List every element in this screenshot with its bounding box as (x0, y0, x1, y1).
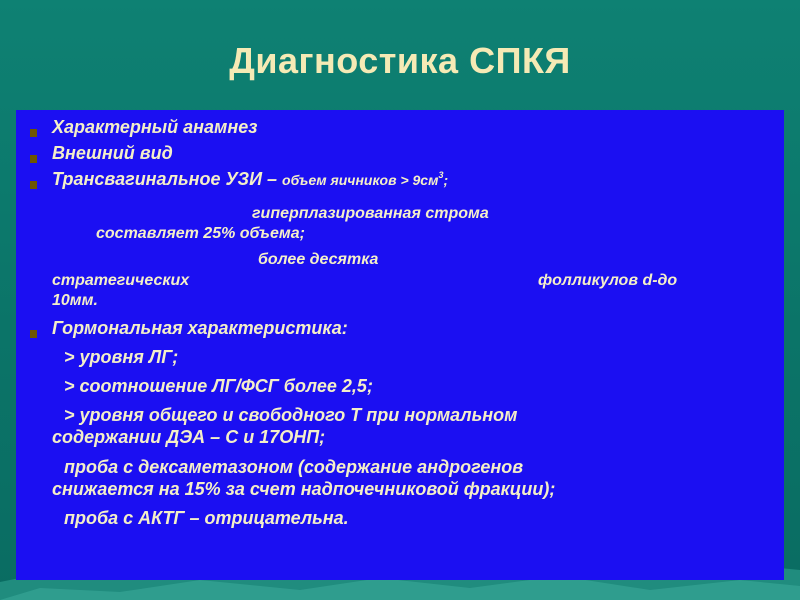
hormonal-sub-5: проба с АКТГ – отрицательна. (64, 508, 349, 528)
content-body (16, 110, 784, 580)
follicles-line-2b: фолликулов d-до (538, 272, 678, 289)
bullet-icon (30, 181, 37, 189)
item-ultrasound-main: Трансвагинальное УЗИ – (52, 169, 278, 189)
item-ultrasound-end: ; (443, 172, 449, 188)
item-appearance: Внешний вид (52, 143, 173, 163)
stroma-line-1: гиперплазированная строма (252, 205, 489, 222)
follicles-line-3: 10мм. (52, 292, 98, 309)
slide-title: Диагностика СПКЯ (229, 40, 571, 81)
bullet-icon (30, 129, 37, 137)
follicles-line-2a: стратегических (52, 272, 190, 289)
item-hormonal: Гормональная характеристика: (52, 318, 348, 338)
hormonal-sub-1: > уровня ЛГ; (64, 347, 179, 367)
item-anamnesis: Характерный анамнез (52, 117, 258, 137)
hormonal-sub-4a: проба с дексаметазоном (содержание андрогенов (64, 457, 524, 477)
follicles-line-1: более десятка (258, 251, 379, 268)
hormonal-sub-4b: снижается на 15% за счет надпочечниковой фракции); (52, 479, 556, 499)
hormonal-sub-3b: содержании ДЭА – С и 17ОНП; (52, 427, 326, 447)
hormonal-sub-3a: > уровня общего и свободного Т при нормальном (64, 405, 518, 425)
bullet-icon (30, 330, 37, 338)
stroma-line-2: составляет 25% объема; (96, 225, 305, 242)
item-ultrasound-sup: 3 (438, 170, 444, 180)
content-panel (16, 110, 784, 580)
bullet-icon (30, 155, 37, 163)
hormonal-sub-2: > соотношение ЛГ/ФСГ более 2,5; (64, 376, 373, 396)
item-ultrasound (52, 169, 448, 190)
item-ultrasound-detail: объем яичников > 9см (282, 172, 439, 188)
